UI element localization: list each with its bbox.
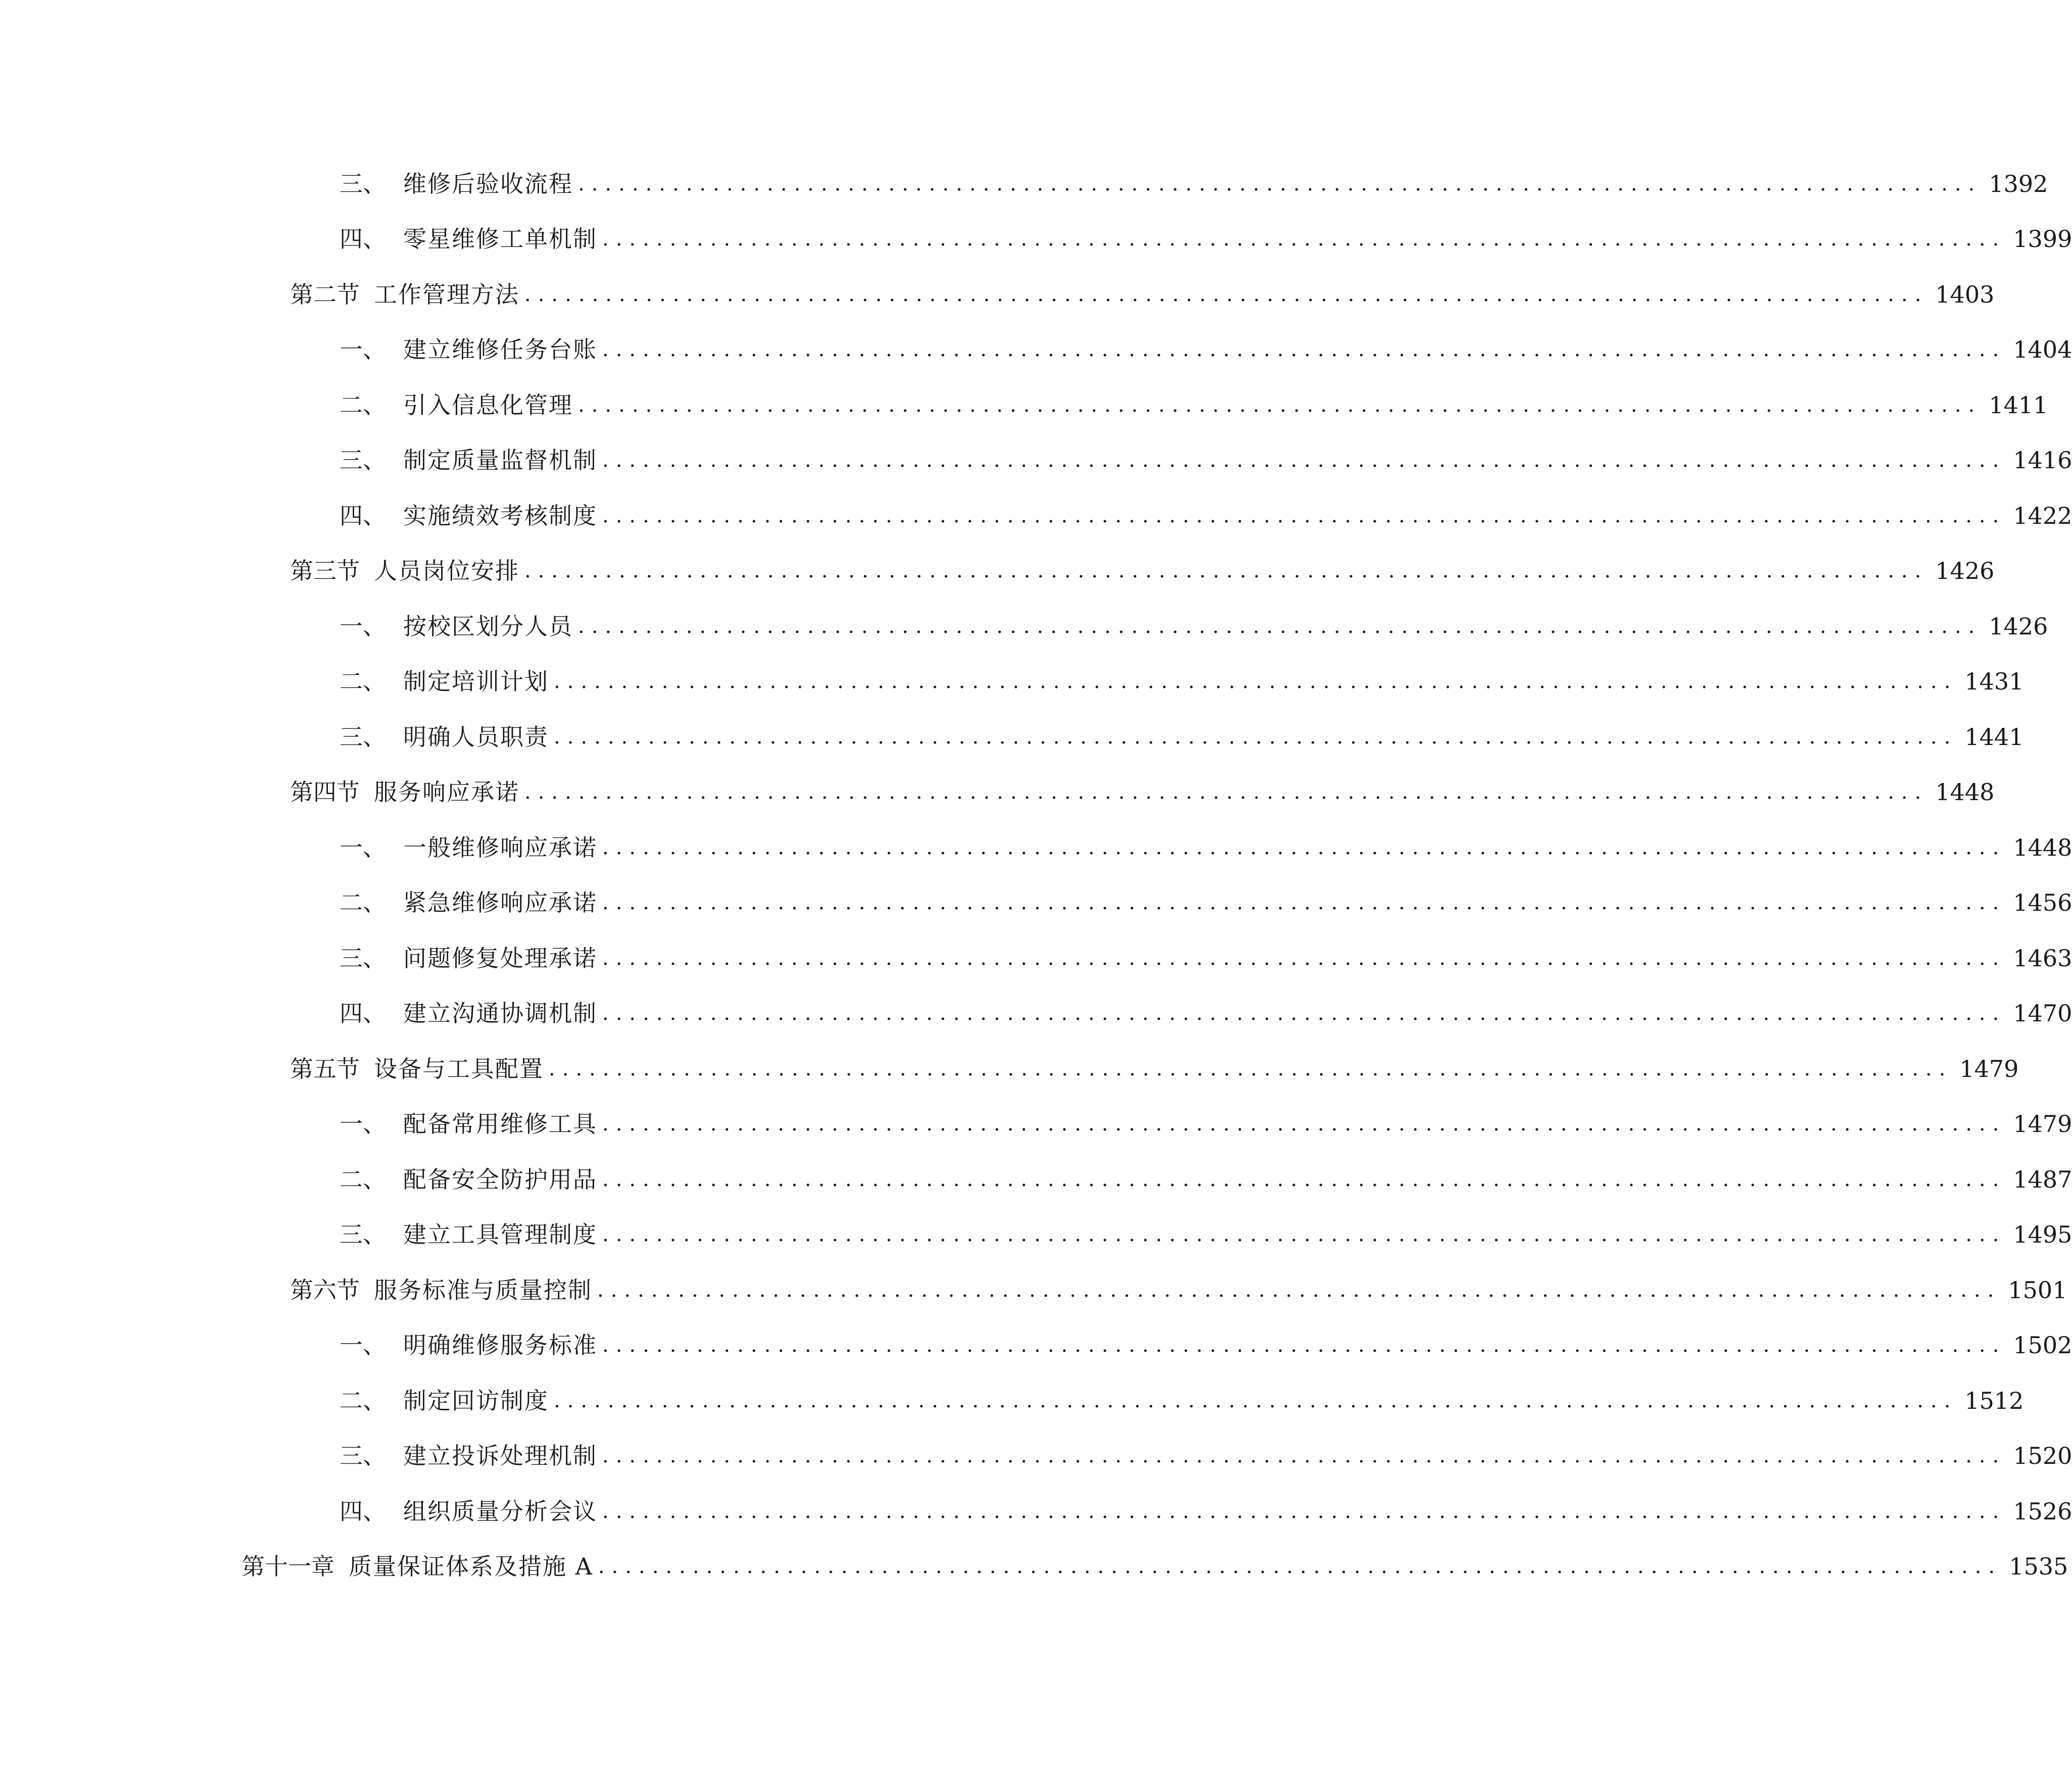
toc-page-number: 1495 [2013, 1221, 2072, 1248]
toc-entry-title: 服务响应承诺 [374, 778, 519, 806]
toc-page-number: 1448 [1935, 778, 1995, 806]
toc-entry-number: 四、 [340, 225, 386, 253]
toc-dot-leader: ........................................................................................................ [578, 393, 1982, 417]
toc-entry-item[interactable] [0, 594, 2048, 650]
toc-entry-number: 三、 [340, 944, 386, 972]
toc-entry-item[interactable] [0, 650, 2024, 705]
toc-dot-leader: ........................................................................................................ [524, 282, 1929, 306]
toc-dot-leader: ........................................................................................................ [524, 559, 1929, 582]
toc-dot-leader: ........................................................................................................ [602, 504, 2006, 527]
toc-page-number: 1502 [2013, 1332, 2072, 1359]
toc-page-number: 1512 [1964, 1387, 2024, 1414]
toc-dot-leader: ........................................................................................................ [554, 670, 1958, 693]
toc-entry-number: 二、 [340, 391, 386, 419]
toc-dot-leader: ........................................................................................................ [602, 227, 2006, 251]
toc-entry-item[interactable] [0, 1092, 2072, 1148]
toc-page-number: 1487 [2013, 1165, 2072, 1193]
toc-entry-title: 紧急维修响应承诺 [403, 889, 597, 916]
toc-entry-section[interactable] [0, 1258, 2067, 1313]
toc-entry-title: 制定质量监督机制 [403, 447, 597, 474]
toc-entry-number: 第十一章 [242, 1553, 334, 1580]
toc-entry-chapter[interactable] [0, 1535, 2068, 1590]
toc-page-number: 1422 [2013, 502, 2072, 529]
toc-entry-item[interactable] [0, 207, 2072, 263]
toc-dot-leader: ........................................................................................................ [578, 172, 1982, 195]
toc-page-number: 1404 [2013, 336, 2072, 363]
toc-entry-title: 明确人员职责 [403, 723, 549, 751]
toc-entry-title: 明确维修服务标准 [403, 1332, 597, 1359]
toc-entry-number: 三、 [340, 1221, 386, 1248]
toc-entry-item[interactable] [0, 152, 2048, 207]
toc-entry-title: 引入信息化管理 [403, 391, 573, 419]
toc-dot-leader: ........................................................................................................ [602, 1112, 2006, 1136]
toc-entry-item[interactable] [0, 705, 2024, 760]
toc-page-number: 1399 [2013, 225, 2072, 253]
toc-dot-leader: ........................................................................................................ [602, 338, 2006, 361]
toc-entry-section[interactable] [0, 760, 1995, 816]
toc-entry-title: 零星维修工单机制 [403, 225, 597, 253]
toc-entry-item[interactable] [0, 1368, 2024, 1424]
toc-page-number: 1431 [1964, 668, 2024, 695]
toc-page-number: 1456 [2013, 889, 2072, 916]
toc-entry-number: 三、 [340, 447, 386, 474]
toc-entry-title: 配备安全防护用品 [403, 1165, 597, 1193]
toc-dot-leader: ........................................................................................................ [524, 780, 1929, 804]
toc-entry-item[interactable] [0, 483, 2072, 539]
toc-entry-title: 制定回访制度 [403, 1387, 549, 1414]
toc-entry-title: 人员岗位安排 [374, 557, 519, 584]
toc-page-number: 1520 [2013, 1442, 2072, 1469]
toc-entry-number: 一、 [340, 833, 386, 861]
toc-entry-title: 建立工具管理制度 [403, 1221, 597, 1248]
toc-entry-number: 四、 [340, 1497, 386, 1525]
toc-dot-leader: ........................................................................................................ [554, 725, 1958, 749]
toc-dot-leader: ........................................................................................................ [602, 946, 2006, 970]
toc-entry-number: 三、 [340, 723, 386, 751]
toc-entry-title: 建立沟通协调机制 [403, 1000, 597, 1027]
toc-dot-leader: ........................................................................................................ [549, 1057, 1953, 1080]
toc-page-number: 1448 [2013, 833, 2072, 861]
toc-entry-item[interactable] [0, 1424, 2072, 1480]
toc-dot-leader: ........................................................................................................ [598, 1555, 2002, 1578]
toc-entry-item[interactable] [0, 1479, 2072, 1535]
toc-page-number: 1426 [1989, 612, 2048, 640]
toc-page-number: 1501 [2008, 1276, 2067, 1304]
toc-dot-leader: ........................................................................................................ [602, 1499, 2006, 1523]
toc-entry-title: 一般维修响应承诺 [403, 833, 597, 861]
toc-entry-title: 制定培训计划 [403, 668, 549, 695]
toc-entry-number: 第二节 [290, 280, 360, 308]
toc-page-number: 1463 [2013, 944, 2072, 972]
toc-dot-leader: ........................................................................................................ [602, 449, 2006, 472]
toc-dot-leader: ........................................................................................................ [602, 1444, 2006, 1467]
toc-dot-leader: ........................................................................................................ [602, 1334, 2006, 1357]
toc-entry-item[interactable] [0, 318, 2072, 373]
toc-entry-section[interactable] [0, 1037, 2019, 1092]
toc-entry-number: 一、 [340, 612, 386, 640]
toc-entry-number: 二、 [340, 1165, 386, 1193]
toc-dot-leader: ........................................................................................................ [602, 835, 2006, 859]
toc-page-number: 1526 [2013, 1497, 2072, 1525]
toc-entry-item[interactable] [0, 1203, 2072, 1258]
toc-entry-section[interactable] [0, 262, 1995, 318]
toc-entry-item[interactable] [0, 815, 2072, 871]
toc-dot-leader: ........................................................................................................ [554, 1389, 1958, 1412]
toc-entry-number: 一、 [340, 1332, 386, 1359]
toc-entry-number: 四、 [340, 502, 386, 529]
toc-dot-leader: ........................................................................................................ [597, 1278, 2001, 1302]
toc-entry-item[interactable] [0, 373, 2048, 428]
toc-entry-number: 第四节 [290, 778, 360, 806]
toc-entry-number: 三、 [340, 1442, 386, 1469]
toc-entry-section[interactable] [0, 539, 1995, 595]
toc-dot-leader: ........................................................................................................ [602, 891, 2006, 914]
toc-page-number: 1535 [2009, 1553, 2068, 1580]
toc-entry-number: 第六节 [290, 1276, 360, 1304]
toc-entry-title: 维修后验收流程 [403, 170, 573, 198]
toc-dot-leader: ........................................................................................................ [602, 1167, 2006, 1191]
toc-page-number: 1470 [2013, 1000, 2072, 1027]
toc-entry-number: 第三节 [290, 557, 360, 584]
toc-entry-number: 二、 [340, 668, 386, 695]
toc-entry-item[interactable] [0, 1147, 2072, 1203]
toc-page-number: 1426 [1935, 557, 1995, 584]
toc-entry-number: 第五节 [290, 1055, 360, 1082]
table-of-contents [0, 152, 2072, 1590]
toc-page-number: 1479 [1959, 1055, 2019, 1082]
toc-entry-title: 工作管理方法 [374, 280, 519, 308]
toc-entry-title: 设备与工具配置 [374, 1055, 544, 1082]
toc-page-number: 1392 [1989, 170, 2048, 198]
toc-entry-number: 四、 [340, 1000, 386, 1027]
toc-entry-number: 一、 [340, 1110, 386, 1138]
toc-entry-item[interactable] [0, 871, 2072, 926]
toc-entry-title: 服务标准与质量控制 [374, 1276, 592, 1304]
toc-entry-title: 质量保证体系及措施 A [349, 1553, 593, 1580]
toc-page-number: 1479 [2013, 1110, 2072, 1138]
toc-entry-number: 二、 [340, 1387, 386, 1414]
toc-entry-item[interactable] [0, 1313, 2072, 1369]
toc-entry-title: 问题修复处理承诺 [403, 944, 597, 972]
toc-entry-title: 实施绩效考核制度 [403, 502, 597, 529]
toc-entry-item[interactable] [0, 428, 2072, 484]
toc-entry-item[interactable] [0, 981, 2072, 1037]
toc-page-number: 1403 [1935, 280, 1995, 308]
toc-entry-title: 建立维修任务台账 [403, 336, 597, 363]
toc-page-number: 1411 [1989, 391, 2048, 419]
toc-dot-leader: ........................................................................................................ [602, 1002, 2006, 1025]
toc-page-number: 1441 [1964, 723, 2024, 751]
toc-entry-item[interactable] [0, 926, 2072, 981]
toc-dot-leader: ........................................................................................................ [578, 614, 1982, 638]
toc-page-number: 1416 [2013, 447, 2072, 474]
toc-entry-title: 配备常用维修工具 [403, 1110, 597, 1138]
toc-entry-number: 三、 [340, 170, 386, 198]
toc-entry-title: 建立投诉处理机制 [403, 1442, 597, 1469]
toc-entry-title: 按校区划分人员 [403, 612, 573, 640]
toc-entry-title: 组织质量分析会议 [403, 1497, 597, 1525]
toc-entry-number: 一、 [340, 336, 386, 363]
toc-entry-number: 二、 [340, 889, 386, 916]
toc-dot-leader: ........................................................................................................ [602, 1223, 2006, 1246]
